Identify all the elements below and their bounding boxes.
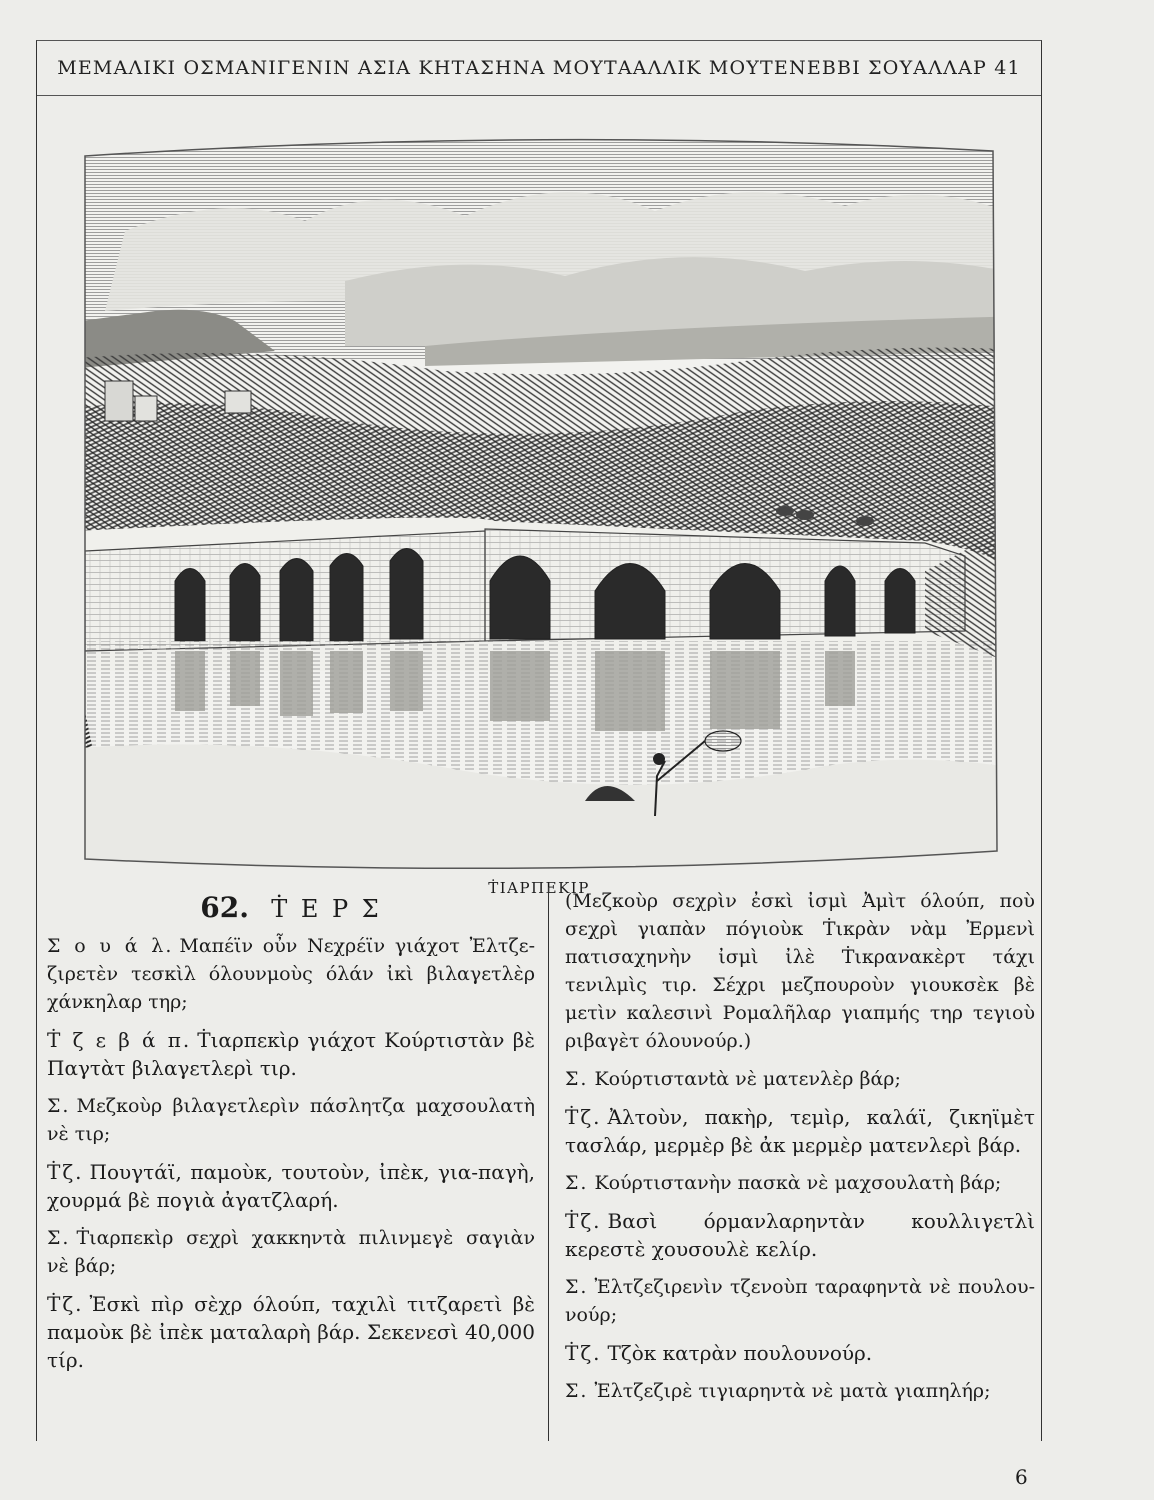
paragraph-text: Κούρτιστανὴν πασκὰ νὲ μαχσουλατὴ βάρ; xyxy=(594,1172,1002,1194)
paragraph-text: Πουγτάϊ, παμοὺκ, τουτοὺν, ἰπὲκ, για-παγὴ, χουρμά βὲ πογιὰ ἀγατζλαρή. xyxy=(47,1160,535,1212)
speaker-label: Σ. xyxy=(565,1068,589,1090)
qa-paragraph xyxy=(565,1065,1035,1093)
qa-paragraph xyxy=(47,1092,535,1148)
speaker-label: Ṫζ. xyxy=(565,1209,602,1233)
speaker-label: Ṫζ. xyxy=(47,1292,84,1316)
section-heading xyxy=(47,891,535,926)
speaker-label: Σ ο υ ά λ. xyxy=(47,935,174,957)
note-paragraph xyxy=(565,887,1035,1055)
qa-paragraph xyxy=(565,1273,1035,1329)
qa-paragraph xyxy=(565,1169,1035,1197)
qa-paragraph xyxy=(47,1290,535,1374)
speaker-label: Σ. xyxy=(47,1095,71,1117)
paragraph-text: Μεζκοὺρ βιλαγετλερὶν πάσλητζα μαχσουλατὴ νὲ τιρ; xyxy=(47,1095,535,1145)
paragraph-text: Ṫιαρπεκὶρ γιάχοτ Κούρτιστὰν βὲ Παγτὰτ βιλαγετλερὶ τιρ. xyxy=(47,1028,535,1080)
paragraph-text: Ṫιαρπεκὶρ σεχρὶ χακκηντὰ πιλινμεγὲ σαγιὰν νὲ βάρ; xyxy=(47,1227,535,1277)
speaker-label: Ṫ ζ ε β ά π. xyxy=(47,1028,192,1052)
left-column xyxy=(47,887,535,1384)
speaker-label: Σ. xyxy=(565,1276,589,1298)
paragraph-text: Ἐλτζεζιρενὶν τζενοὺπ ταραφηντὰ νὲ πουλου-νούρ; xyxy=(565,1276,1035,1326)
qa-paragraph xyxy=(47,1158,535,1214)
speaker-label: Σ. xyxy=(565,1380,589,1402)
speaker-label: Σ. xyxy=(565,1172,589,1194)
qa-paragraph xyxy=(47,1224,535,1280)
speaker-label: Ṫζ. xyxy=(47,1160,84,1184)
engraving-illustration xyxy=(45,111,1033,873)
column-divider xyxy=(548,887,549,1441)
qa-paragraph xyxy=(565,1207,1035,1263)
section-title: Ṫ Ε Ρ Σ xyxy=(271,895,382,923)
section-number: 62. xyxy=(200,891,249,924)
paragraph-text: (Μεζκοὺρ σεχρὶν ἐσκὶ ἰσμὶ Ἀμὶτ όλούπ, ποὺ σεχρὶ γιαπὰν πόγιοὺκ Ṫικρὰν νὰμ Ἐρμενὶ πατισαχηνὴν ἰσμὶ ἰλὲ Ṫικρανακὲρτ τάχι τενιλμὶς τιρ. Σέχρι μεζπουροὺν γιουκσὲκ βὲ μετὶν καλεσινὶ Ρομαλῆλαρ γιαπμής τηρ τεγιοὺ ριβαγὲτ όλουνούρ.) xyxy=(565,890,1035,1052)
running-head: ΜΕΜΑΛΙΚΙ ΟΣΜΑΝΙΓΕΝΙΝ ΑΣΙΑ ΚΗΤΑΣΗΝΑ ΜΟΥΤΑΑΛΛΙΚ ΜΟΥΤΕΝΕΒΒΙ ΣΟΥΑΛΛΑΡ 41 xyxy=(57,57,1021,79)
qa-paragraph xyxy=(565,1377,1035,1405)
paragraph-text: Ἀλτοὺν, πακὴρ, τεμὶρ, καλάϊ, ζικηϊμὲτ τασλάρ, μερμὲρ βὲ ἀκ μερμὲρ ματενλερὶ βάρ. xyxy=(565,1105,1035,1157)
bridge-engraving-svg xyxy=(45,111,1033,873)
speaker-label: Ṫζ. xyxy=(565,1105,602,1129)
page-number: 6 xyxy=(1015,1465,1028,1489)
paragraph-text: Μαπέϊν οὖν Νεχρέϊν γιάχοτ Ἐλτζε-ζιρετὲν τεσκὶλ όλουνμοὺς όλάν ἰκὶ βιλαγετλὲρ χάνκηλαρ τηρ; xyxy=(47,935,536,1013)
qa-paragraph xyxy=(47,932,535,1016)
paragraph-text: Κούρτιστανtὰ νὲ ματενλὲρ βάρ; xyxy=(594,1068,901,1090)
qa-paragraph xyxy=(565,1103,1035,1159)
paragraph-text: Ἐσκὶ πὶρ σὲχρ όλούπ, ταχιλὶ τιτζαρετὶ βὲ παμοὺκ βὲ ἰπὲκ ματαλαρὴ βάρ. Σεκενεσὶ 40,000 τίρ. xyxy=(47,1292,535,1372)
qa-paragraph xyxy=(47,1026,535,1082)
speaker-label: Σ. xyxy=(47,1227,71,1249)
qa-paragraph xyxy=(565,1339,1035,1367)
speaker-label: Ṫζ. xyxy=(565,1341,602,1365)
book-page xyxy=(36,40,1042,1489)
paragraph-text: Βασὶ όρμανλαρηντὰν κουλλιγετλὶ κερεστὲ χουσουλὲ κελίρ. xyxy=(565,1209,1035,1261)
paragraph-text: Τζὸκ κατρὰν πουλουνούρ. xyxy=(607,1341,873,1365)
figure-caption: ṪΙΑΡΠΕΚΙΡ xyxy=(488,879,590,897)
right-column xyxy=(565,887,1035,1415)
paragraph-text: Ἐλτζεζιρὲ τιγιαρηντὰ νὲ ματὰ γιαπηλήρ; xyxy=(594,1380,991,1402)
header-rule xyxy=(37,95,1041,96)
